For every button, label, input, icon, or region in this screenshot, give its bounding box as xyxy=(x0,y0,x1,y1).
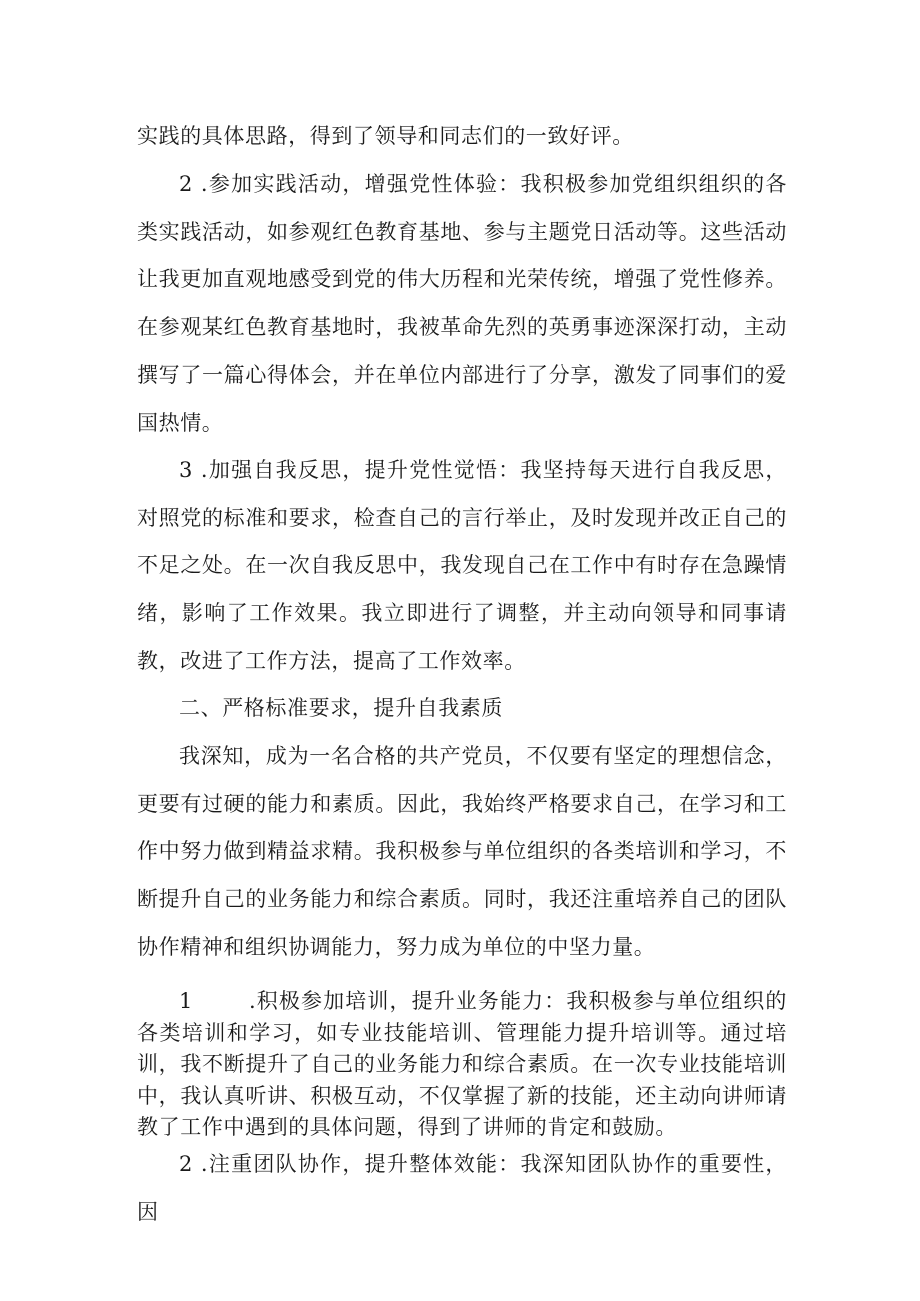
paragraph-text xyxy=(137,986,787,1144)
item-text: .积极参加培训，提升业务能力：我积极参与单位组织的各类培训和学习，如专业技能培训、管理能力提升培训等。通过培训，我不断提升了自己的业务能力和综合素质。在一次专业技能培训中，我认真听讲、积极互动，不仅掌握了新的技能，还主动向讲师请教了工作中遇到的具体问题，得到了讲师的肯定和鼓励。 xyxy=(137,989,787,1139)
paragraph-continuation xyxy=(137,113,787,161)
paragraph-text: 我深知，成为一名合格的共产党员，不仅要有坚定的理想信念，更要有过硬的能力和素质。因此，我始终严格要求自己，在学习和工作中努力做到精益求精。我积极参与单位组织的各类培训和学习，不断提升自己的业务能力和综合素质。同时，我还注重培养自己的团队协作精神和组织协调能力，努力成为单位的中坚力量。 xyxy=(137,744,787,959)
paragraph-item-3-reflection xyxy=(137,447,787,686)
section-heading xyxy=(137,685,787,733)
paragraph-item-2-teamwork xyxy=(137,1141,787,1236)
paragraph-text: 实践的具体思路，得到了领导和同志们的一致好评。 xyxy=(137,124,634,148)
heading-text: 二、严格标准要求，提升自我素质 xyxy=(179,696,503,720)
paragraph-item-2-practice xyxy=(137,161,787,447)
paragraph-text: 3 .加强自我反思，提升党性觉悟：我坚持每天进行自我反思，对照党的标准和要求，检查自己的言行举止，及时发现并改正自己的不足之处。在一次自我反思中，我发现自己在工作中有时存在急躁情绪，影响了工作效果。我立即进行了调整，并主动向领导和同事请教，改进了工作方法，提高了工作效率。 xyxy=(137,458,787,673)
paragraph-item-1-training xyxy=(137,986,787,1144)
paragraph-section-intro xyxy=(137,733,787,972)
paragraph-text: 2 .注重团队协作，提升整体效能：我深知团队协作的重要性，因 xyxy=(137,1152,787,1224)
item-number: 1 xyxy=(179,989,193,1013)
paragraph-text: 2 .参加实践活动，增强党性体验：我积极参加党组织组织的各类实践活动，如参观红色教育基地、参与主题党日活动等。这些活动让我更加直观地感受到党的伟大历程和光荣传统，增强了党性修养。在参观某红色教育基地时，我被革命先烈的英勇事迹深深打动，主动撰写了一篇心得体会，并在单位内部进行了分享，激发了同事们的爱国热情。 xyxy=(137,172,787,435)
